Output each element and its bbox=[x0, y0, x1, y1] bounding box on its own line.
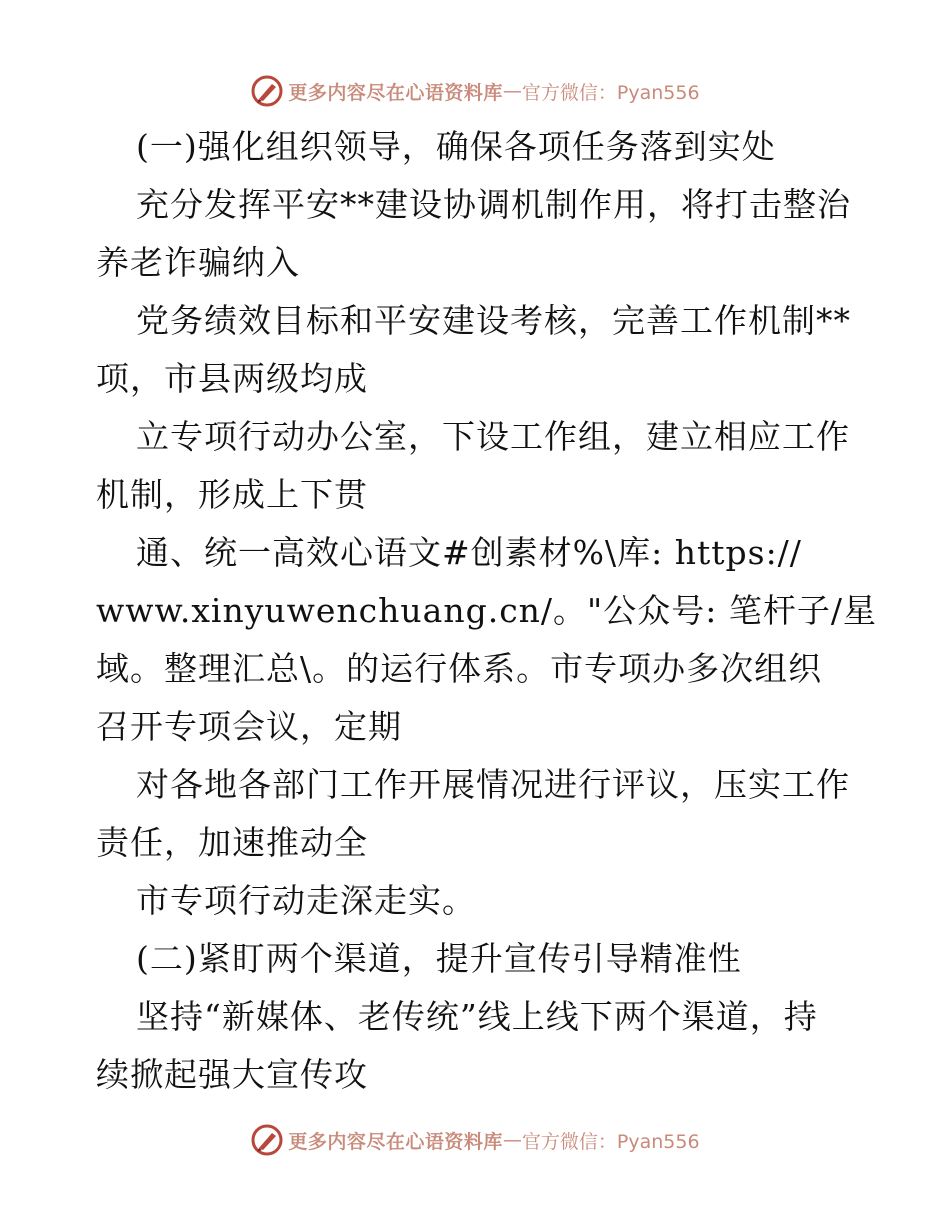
paragraph-line: 续掀起强大宣传攻 bbox=[96, 1055, 368, 1094]
watermark-contact: 官方微信：Pyan556 bbox=[521, 81, 700, 104]
watermark-separator: — bbox=[502, 80, 522, 102]
pen-circle-logo-icon bbox=[250, 74, 284, 108]
watermark-header bbox=[0, 71, 950, 111]
paragraph-line: 机制，形成上下贯 bbox=[96, 475, 368, 514]
section-heading-1: (一)强化组织领导，确保各项任务落到实处 bbox=[136, 127, 776, 166]
paragraph-line: www.xinyuwenchuang.cn/。"公众号: 笔杆子/星 bbox=[96, 591, 877, 630]
section-heading-2: (二)紧盯两个渠道，提升宣传引导精准性 bbox=[136, 939, 742, 978]
paragraph-line: 对各地各部门工作开展情况进行评议，压实工作 bbox=[136, 765, 850, 804]
pen-circle-logo-icon bbox=[250, 1123, 284, 1157]
paragraph-line: 充分发挥平安**建设协调机制作用，将打击整治 bbox=[136, 185, 851, 224]
watermark-brand: 更多内容尽在心语资料库 bbox=[288, 81, 503, 104]
paragraph-line: 域。整理汇总\。的运行体系。市专项办多次组织 bbox=[96, 649, 823, 688]
paragraph-line: 市专项行动走深走实。 bbox=[136, 881, 476, 920]
watermark-brand: 更多内容尽在心语资料库 bbox=[288, 1130, 503, 1153]
paragraph-line: 责任，加速推动全 bbox=[96, 823, 368, 862]
paragraph-line: 养老诈骗纳入 bbox=[96, 243, 300, 282]
paragraph-line: 召开专项会议，定期 bbox=[96, 707, 402, 746]
paragraph-line: 项，市县两级均成 bbox=[96, 359, 368, 398]
paragraph-line: 坚持“新媒体、老传统”线上线下两个渠道，持 bbox=[136, 997, 818, 1036]
document-body bbox=[96, 118, 877, 1104]
paragraph-line: 通、统一高效心语文#创素材%\库: https:// bbox=[136, 533, 802, 572]
watermark-contact: 官方微信：Pyan556 bbox=[521, 1130, 700, 1153]
paragraph-line: 党务绩效目标和平安建设考核，完善工作机制** bbox=[136, 301, 851, 340]
paragraph-line: 立专项行动办公室，下设工作组，建立相应工作 bbox=[136, 417, 850, 456]
watermark-footer bbox=[0, 1120, 950, 1160]
watermark-separator: — bbox=[502, 1129, 522, 1151]
